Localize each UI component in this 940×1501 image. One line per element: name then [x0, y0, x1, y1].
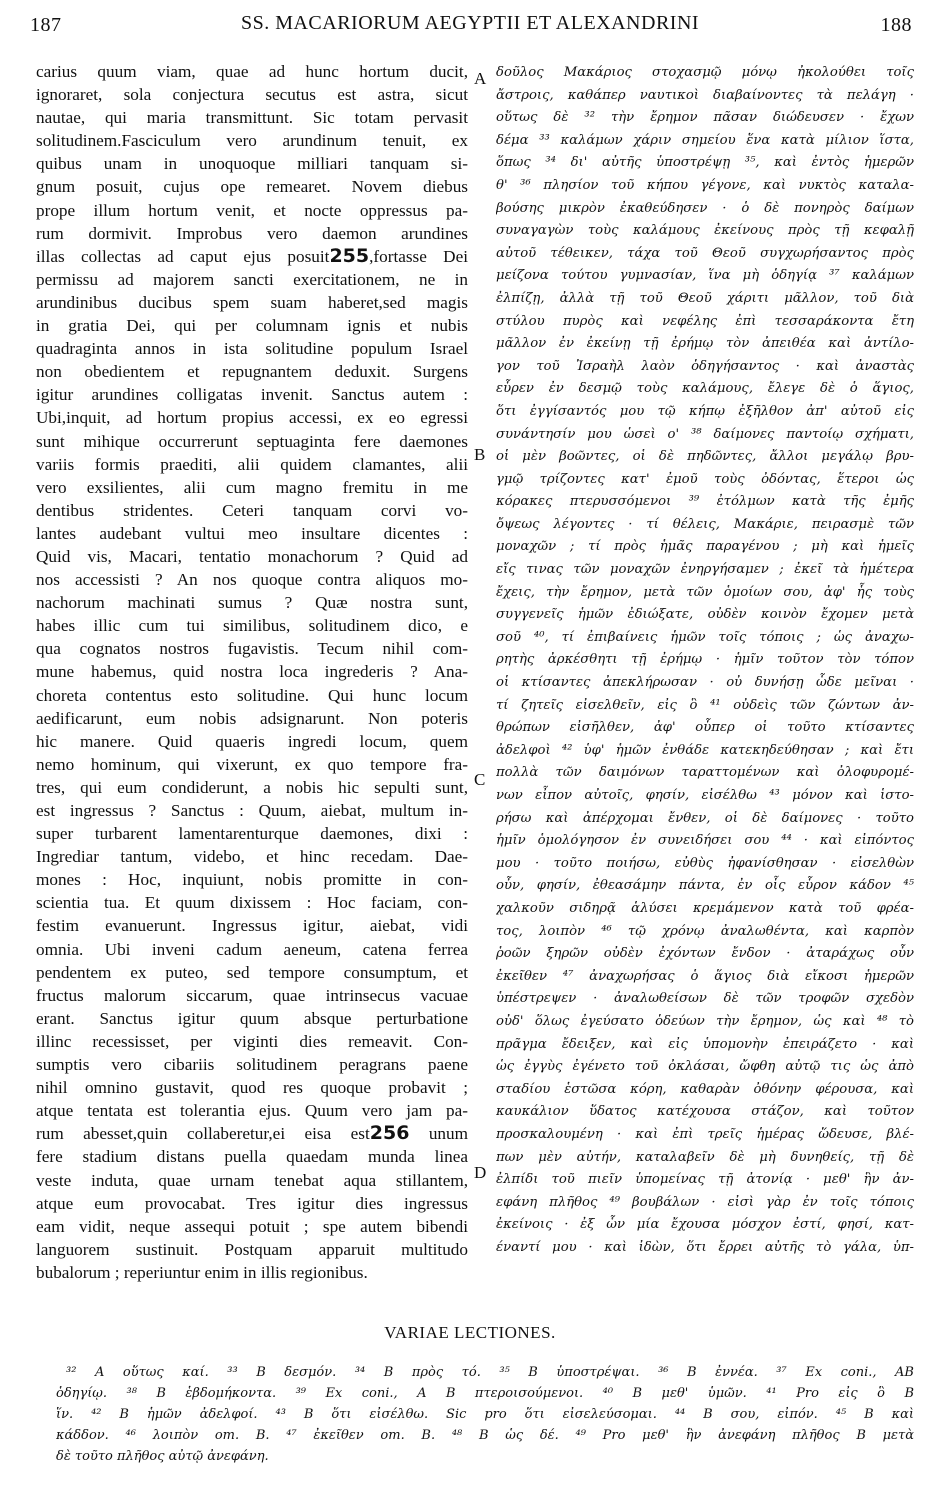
variant-line: ἵν. ⁴² B ἡμῶν ἀδελφοί. ⁴³ B ὅτι εἰσέλθω. Sic pro ὅτι εἰσελεύσομαι. ⁴⁴ B σου, εἰπόν. ⁴⁵ B καὶ [56, 1407, 914, 1422]
latin-line: choreta contentus esto solitudine. Qui hunc locum [36, 685, 468, 705]
greek-line: θρώπων εἰσῆλθεν, ἀφ' οὗπερ οἱ τοῦτο κτίσαντες [496, 720, 914, 736]
greek-line: ὅπως ³⁴ δι' αὐτῆς ὑποστρέψῃ ³⁵, καὶ ἐντὸς ἡμερῶν [496, 155, 914, 171]
greek-line: συναγαγὼν τοὺς καλάμους ἐκείνους πρὸς τῇ κεφαλῇ [496, 223, 914, 239]
latin-line: Ingrediar tantum, videbo, et hinc recedam. Dae- [36, 847, 468, 867]
latin-line-text: unum [409, 1124, 468, 1144]
latin-line: omnia. Ubi inveni cadum aeneum, catena ferrea [36, 939, 468, 959]
latin-line: veste induta, quae urnam tenebat aqua stillantem, [36, 1170, 468, 1190]
latin-line: mune habemus, quid nostra loca ingrederis ? Ana- [36, 662, 468, 682]
greek-line: ὄψεως λέγοντες · τί θέλεις, Μακάριε, πειρασμὲ τῶν [496, 516, 914, 532]
greek-line: χαλκοῦν σιδηρᾷ ἁλύσει κρεμάμενον κατὰ τοῦ φρέα- [496, 900, 914, 916]
greek-line: ἔχεις, τὴν ἔρημον, μετὰ τῶν ὁμοίων σου, ἀφ' ἧς τοὺς [496, 584, 914, 600]
latin-line: ignoraret, sola conjectura secutus est astra, sicut [36, 85, 468, 105]
latin-line: fructus malorum siccarum, quae intrinsecus vacuae [36, 985, 468, 1005]
greek-line: ἄστροις, καθάπερ ναυτικοὶ διαβαίνοντες τὰ πελάγη · [496, 87, 914, 103]
greek-line: καυκάλιον ὕδατος κατέχουσα στάζον, καὶ τοῦτον [496, 1104, 914, 1120]
greek-line: γον τοῦ Ἰσραὴλ λαὸν ὁδηγήσαντος · καὶ ἀναστὰς [496, 358, 914, 374]
greek-line: εφάνη πλῆθος ⁴⁹ βουβάλων · εἰσὶ γὰρ ἐν τοῖς τόποις [496, 1194, 914, 1210]
latin-line: est ingressus ? Sanctus : Quum, aiebat, multum in- [36, 801, 468, 820]
latin-line: pendentem ex puteo, sed tempore consumptum, et [36, 962, 468, 982]
greek-line: αὐτοῦ τέθεικεν, τάχα τοῦ Θεοῦ συγχωρήσαντος πρὸς [496, 245, 914, 261]
column-number-255: 255 [329, 244, 370, 267]
greek-line: προσκαλουμένη · καὶ ἐπὶ τρεῖς ἡμέρας ὥδευσε, βλέ- [496, 1126, 914, 1142]
greek-line: ἐλπίδι τοῦ πιεῖν ὑπομείνας τῇ ἀτονίᾳ · μεθ' ἣν ἀν- [496, 1172, 914, 1188]
latin-line-text: ,fortasse Dei [369, 246, 468, 266]
latin-line: illinc recessisset, per viginti dies remeavit. Con- [36, 1031, 468, 1051]
greek-line: οὕτως δὲ ³² τὴν ἔρημον πᾶσαν διώδευσεν · ἔχων [496, 110, 914, 126]
greek-line: ὅτι ἐγγίσαντός μου τῷ κήπῳ ἐξῆλθον ἀπ' αὐτοῦ εἰς [496, 403, 914, 419]
latin-line: hic manere. Quid quaeris ingredi locum, quem [36, 731, 468, 751]
latin-line: super turbarent lamentarenturque daemones, dixi : [36, 824, 468, 844]
greek-line: ρήσω καὶ ἀπέρχομαι ἔνθεν, οἱ δὲ δαίμονες · τοῦτο [496, 810, 914, 826]
page-number-right: 188 [880, 14, 912, 36]
greek-line: οὐδ' ὅλως ἐγεύσατο ὁδεύων τὴν ἔρημον, ὡς καὶ ⁴⁸ τὸ [496, 1013, 914, 1029]
greek-line: γμῷ τρίζοντες κατ' ἐμοῦ τοὺς ὀδόντας, ἕτεροι ὡς [496, 471, 914, 487]
latin-line: nos accessisti ? An nos quoque contra aliquos mo- [36, 570, 468, 590]
latin-line: solitudinem.Fasciculum vero arundinum tenuit, ex [36, 131, 468, 151]
latin-line: eam vidit, neque assequi potuit ; spe autem bibendi [36, 1216, 468, 1236]
greek-line: οἱ μὲν βοῶντες, οἱ δὲ πηδῶντες, ἄλλοι μεγάλῳ βρυ- [496, 449, 914, 465]
greek-line: πων μὲν αὐτήν, καταλαβεῖν δὲ μὴ δυνηθείς, τῇ δὲ [496, 1149, 914, 1165]
greek-line: τί ζητεῖς εἰσελθεῖν, εἰς ὃ ⁴¹ οὐδεὶς τῶν ζώντων ἀν- [496, 697, 914, 713]
greek-line: ὑπέστρεψεν · ἀναλωθείσων δὲ τῶν τροφῶν σχεδὸν [496, 991, 914, 1007]
latin-line: scientia tua. Et quum dixissem : Hoc faciam, con- [36, 893, 468, 913]
greek-line: εὗρεν ἐν δεσμῷ τοὺς καλάμους, ἔλεγε δὲ ὁ ἅγιος, [496, 381, 914, 397]
section-marker-c: C [474, 770, 486, 789]
variant-line: δὲ τοῦτο πλῆθος αὐτῷ ἀνεφάνη. [56, 1449, 269, 1464]
latin-line: Quid vis, Macari, tentatio monachorum ? Quid ad [36, 546, 468, 566]
section-marker-b: B [474, 445, 486, 464]
latin-line: aedificarunt, eum nobis adsignarunt. Non poteris [36, 708, 468, 728]
greek-line: στύλου πυρὸς καὶ νεφέλης ἐπὶ τεσσαράκοντα ἔτη [496, 313, 914, 329]
latin-line-text: rum abesset,quin collaberetur,ei eisa est [36, 1124, 370, 1144]
section-marker-a: A [474, 69, 487, 88]
latin-line: bubalorum ; reperiuntur enim in illis regionibus. [36, 1262, 368, 1282]
latin-line: permissu ad majorem sancti exercitationem, ne in [36, 269, 468, 289]
greek-line: ἐλπίζῃ, ἀλλὰ τῇ τοῦ Θεοῦ χάριτι μᾶλλον, τοῦ διὰ [496, 290, 914, 306]
latin-line: in gratia Dei, qui per columnam ignis et nubis [36, 316, 468, 336]
column-number-256: 256 [369, 1122, 410, 1145]
latin-line: qua cognatos nostros fugavistis. Tecum nihil com- [36, 639, 468, 659]
page-header [0, 0, 940, 50]
latin-line: lantes audebant vultui meo insultare dicentes : [36, 523, 468, 543]
greek-line: οὖν, φησίν, ἐθεασάμην πάντα, ἐν οἷς εὗρον κάδον ⁴⁵ [496, 878, 914, 894]
greek-line: βούσης μικρὸν ἐκαθεύδησεν · ὁ δὲ πονηρὸς δαίμων [496, 200, 914, 216]
latin-line: quadraginta annos in ista solitudine populum Israel [36, 339, 468, 359]
latin-line: vero exsilientes, alii cum magno fremitu in me [36, 477, 468, 497]
greek-line: μᾶλλον ἐν ἐκείνῃ τῇ ἐρήμῳ τὸν ἀπειθέα καὶ ἀντίλο- [496, 336, 914, 352]
latin-line-text: illas collectas ad caput ejus posuit [36, 246, 330, 266]
latin-line: Ubi,inquit, ad hortum propius accessi, ex eo egressi [36, 408, 468, 428]
greek-line: σοῦ ⁴⁰, τί ἐπιβαίνεις ἡμῶν τοῖς τόποις ; ὡς ἀναχω- [496, 629, 914, 645]
latin-line: gnum posuit, cujus ope remearet. Novem diebus [36, 177, 468, 197]
latin-line: nachorum machinati sumus ? Quæ nostra sunt, [36, 593, 468, 613]
greek-line: ἀδελφοὶ ⁴² ὑφ' ἡμῶν ἐνθάδε κατεκηδεύθησαν ; καὶ ἔτι [496, 742, 914, 758]
greek-line: θ' ³⁶ πλησίον τοῦ κήπου γέγονε, καὶ νυκτὸς καταλα- [496, 177, 914, 193]
greek-line: ἡμῖν ὁμολόγησον ἐν συνειδήσει σου ⁴⁴ · καὶ εἰπόντος [496, 833, 914, 849]
greek-line: ὡς ἐγγὺς ἐγένετο τοῦ ὀκλάσαι, ὤφθη αὐτῷ τις ὡς ἀπὸ [496, 1059, 914, 1075]
latin-line: fere stadium distans puella quaedam munda linea [36, 1147, 468, 1167]
latin-line: prope illum hortum venit, et nocte oppressus pa- [36, 200, 468, 220]
greek-line: δέμα ³³ καλάμων χάριν σημείου ἕνα κατὰ μίλιον ἵστα, [496, 132, 914, 148]
variant-line: κάδδον. ⁴⁶ λοιπὸν om. B. ⁴⁷ ἐκεῖθεν om. B. ⁴⁸ B ὡς δέ. ⁴⁹ Pro μεθ' ἣν ἀνεφάνη πλῆθος B μετὰ [56, 1428, 914, 1443]
page-number-left: 187 [30, 14, 62, 36]
greek-column [496, 62, 914, 1259]
latin-line: rum dormivit. Improbus vero daemon arundines [36, 223, 468, 243]
latin-line: nautae, qui maria transmittunt. Sic totam pervasit [36, 108, 468, 128]
section-marker-d: D [474, 1163, 487, 1182]
greek-line: έναντί μου · καὶ ἰδὼν, ὅτι ἔρρει αὐτῆς τὸ γάλα, ὑπ- [496, 1239, 914, 1255]
latin-line: sumptis vero cibariis solitudinem peragrans paene [36, 1055, 468, 1075]
variant-line: ³² A οὕτως καί. ³³ B δεσμόν. ³⁴ B πρὸς τό. ³⁵ B ὑποστρέψαι. ³⁶ B ἐννέα. ³⁷ Ex coni., AB [66, 1365, 914, 1380]
latin-line [36, 245, 468, 268]
latin-line: atque eum provocabat. Tres igitur dies ingressus [36, 1193, 468, 1213]
greek-line: πρᾶγμα ἔδειξεν, καὶ εἰς ὑπομονὴν ἐπειράζετο · καὶ [496, 1036, 914, 1052]
greek-line: σταδίου ἑστῶσα κόρη, καθαρὰν ὀθόνην φέρουσα, καὶ [496, 1081, 914, 1097]
latin-line [36, 1122, 468, 1145]
latin-line: atque tentata est tolerantia ejus. Quum vero jam pa- [36, 1101, 468, 1121]
latin-line: quibus unam in unoquoque milliari tanquam si- [36, 154, 468, 174]
latin-line: variis formis praediti, alii quidem clamantes, alii [36, 454, 468, 474]
latin-column [36, 60, 468, 1284]
greek-line: μοναχῶν ; τί πρὸς ἡμᾶς παραγένου ; μὴ καὶ ἡμεῖς [496, 539, 914, 555]
latin-line: dentibus stridentes. Ceteri tanquam corvi vo- [36, 500, 468, 520]
latin-line: tres, qui eum condiderunt, a nobis hic sepulti sunt, [36, 777, 468, 797]
greek-line: ἐκεῖθεν ⁴⁷ ἀναχωρήσας ὁ ἅγιος διὰ εἴκοσι ἡμερῶν [496, 968, 914, 984]
greek-line: μου · τοῦτο ποιήσω, εὐθὺς ἠφανίσθησαν · εἰσελθὼν [496, 855, 914, 871]
greek-line: εἴς τινας τῶν μοναχῶν ἐνηργήσαμεν ; ἐκεῖ τὰ ἡμέτερα [496, 562, 914, 578]
greek-line: νων εἶπον αὐτοῖς, φησίν, εἰσέλθω ⁴³ μόνον καὶ ἱστο- [496, 788, 914, 803]
latin-line: languorem sustinuit. Postquam apparuit multitudo [36, 1239, 468, 1259]
latin-line: nihil omnino gustavit, quod res quoque probavit ; [36, 1078, 468, 1098]
latin-line: nemo hominum, qui vixerunt, ex quo tempore fra- [36, 754, 468, 774]
greek-line: δοῦλος Μακάριος στοχασμῷ μόνῳ ἠκολούθει τοῖς [496, 65, 914, 80]
greek-line: τος, λοιπὸν ⁴⁶ τῷ χρόνῳ ἀναλωθέντα, καὶ καρπὸν [496, 923, 914, 939]
running-title: SS. MACARIORUM AEGYPTII ET ALEXANDRINI [240, 12, 700, 34]
latin-line: non obedientem et repugnantem deduxit. Surgens [36, 362, 468, 382]
latin-line: igitur arundines colligatas invenit. Sanctus autem : [36, 385, 468, 405]
greek-line: ῥοῶν ξηρῶν οὐδὲν ἐχόντων ἔνδον · ἀταράχως οὖν [496, 946, 914, 962]
latin-line: habes illic cum tui similibus, solitudinem dico, e [36, 616, 468, 636]
latin-line: erant. Sanctus igitur quum absque perturbatione [36, 1008, 468, 1028]
variae-lectiones-heading: VARIAE LECTIONES. [384, 1323, 556, 1342]
greek-line: συνάντησίν μου ὡσεὶ ο' ³⁸ δαίμονες παντοίῳ σχήματι, [496, 426, 914, 442]
latin-line: festim evanuerunt. Ingressus igitur, aiebat, vidi [36, 916, 468, 936]
latin-line: carius quum viam, quae ad hunc hortum ducit, [36, 62, 468, 81]
variant-line: ὁδηγίῳ. ³⁸ B ἑβδομήκοντα. ³⁹ Ex coni., A B πτεροισούμενοι. ⁴⁰ B μεθ' ὑμῶν. ⁴¹ Pro εἰς ὃ B [56, 1386, 914, 1401]
greek-line: ρητὴς ἀρκέσθητι τῇ ἐρήμῳ · ἡμῖν τοῦτον τὸν τόπον [496, 652, 914, 668]
latin-line: sunt mihique occurrerunt septuaginta fere daemones [36, 431, 468, 451]
latin-line: arundinibus ducibus spem suam haberet,sed magis [36, 292, 468, 312]
variant-readings [56, 1362, 914, 1467]
greek-line: κόρακες πτερυσσόμενοι ³⁹ ἐτόλμων κατὰ τῆς ἐμῆς [496, 494, 914, 510]
greek-line: οἱ κτίσαντες ἀπεκλήρωσαν · οὐ δυνήσῃ ὧδε μεῖναι · [496, 675, 914, 691]
latin-line: mones : Hoc, inquiunt, nobis promitte in con- [36, 870, 468, 890]
greek-line: πολλὰ τῶν δαιμόνων ταραττομένων καὶ ὀλοφυρομέ- [496, 765, 914, 781]
greek-line: συγγενεῖς ἡμῶν ἐδιώξατε, οὐδὲν κοινὸν ἔχομεν μετὰ [496, 607, 914, 623]
greek-line: μείζονα τούτου γυμνασίαν, ἵνα μὴ ὁδηγίᾳ ³⁷ καλάμων [496, 268, 914, 284]
greek-line: ἐκείνοις · ἐξ ὧν μία ἔχουσα μόσχον ἐστί, φησί, κατ- [496, 1217, 914, 1233]
